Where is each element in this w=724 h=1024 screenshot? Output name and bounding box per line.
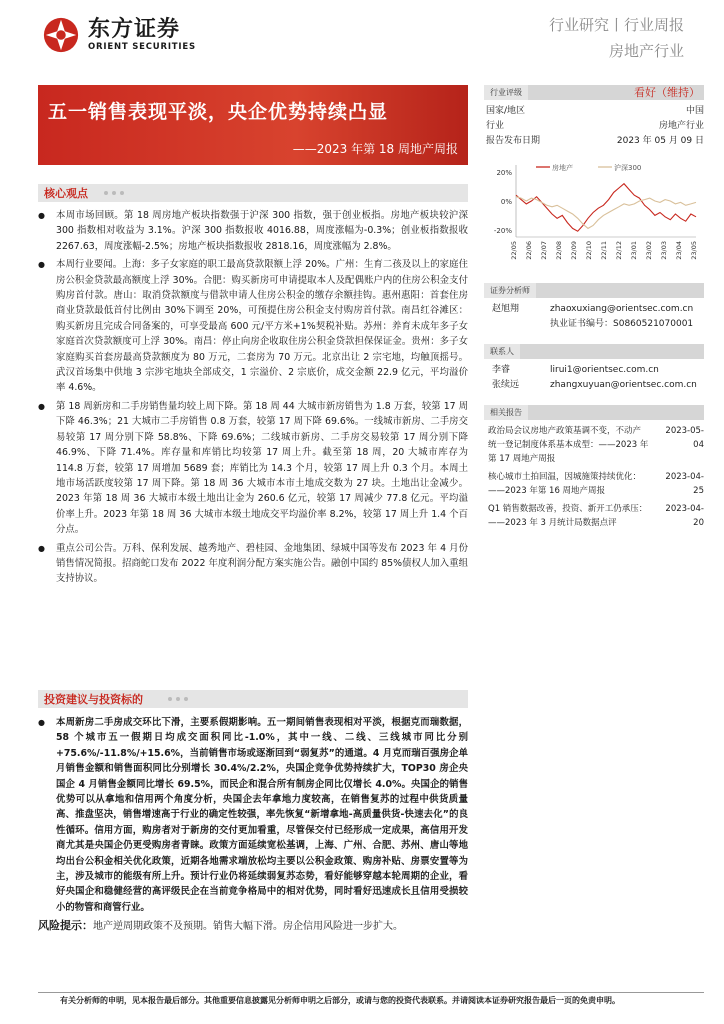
x-tick-label: 23/01 xyxy=(630,241,638,260)
x-tick-label: 22/06 xyxy=(525,241,533,260)
related-bar xyxy=(484,405,704,420)
core-bullet-market: ● 本周市场回顾。第 18 周房地产板块指数强于沪深 300 指数，强于创业板指。房地产板块较沪深 300 指数相对收益为 3.1%。沪深 300 指数报收 4016.88，周度涨幅为-0.3%；创业板指数报收 2267.63，周度涨幅-2.5%；房地产板块指数报收 2818.16，周度涨幅为 2.8%。 xyxy=(38,208,468,254)
core-bullet-news: ● 本周行业要闻。上海：多子女家庭的职工最高贷款限额上浮 20%。广州：生育二孩及以上的家庭住房公积金贷款最高额度上浮 30%。合肥：购买新房可申请提取本人及配偶账户内的住房公积金支付购房首付款。唐山：取消贷款额度与借款申请人住房公积金的缴存余额挂钩。惠州惠阳：首套住房商业贷款最低首付比例由 30%下调至 20%，可预提住房公积金支付购房首付款。南昌红谷滩区：购买新房且完成合同备案的，可享受最高 600 元/平方米+1%契税补贴。苏州：养育未成年多子女家庭首次贷款额度可上浮 30%。南昌：停止向房企收取住房公积金贷款担保保证金。贵州：多子女家庭购买首套房最高贷款额度为 80 万元，二套房为 70 万元。北京出让 2 宗宅地，均触顶摇号。武汉首场集中供地 3 宗涉宅地块全部成交，1 宗溢价、2 宗底价，成交金额 22.9 亿元，平均溢价率 4.6%。 xyxy=(38,257,468,396)
y-tick-label: -20% xyxy=(493,226,512,235)
x-tick-label: 22/12 xyxy=(615,241,623,260)
contact-email[interactable]: zhangxuyuan@orientsec.com.cn xyxy=(550,380,697,390)
contact-name: 张续远 xyxy=(492,380,520,390)
report-header xyxy=(0,0,724,80)
related-list xyxy=(484,424,704,530)
related-date: 2023-04-25 xyxy=(665,472,704,496)
related-report[interactable]: 核心城市土拍回温，因城施策持续优化： ——2023 年第 16 周地产周报 2023-04-25 xyxy=(488,472,704,496)
related-report[interactable]: Q1 销售数据改善，投资、新开工仍承压： ——2023 年 3 月统计局数据点评 2023-04-20 xyxy=(488,504,704,528)
risk-note xyxy=(38,918,468,935)
analyst-row xyxy=(484,302,704,317)
core-bullet-company: ● 重点公司公告。万科、保利发展、越秀地产、碧桂园、金地集团、绿城中国等发布 2023 年 4 月份销售情况简报。招商蛇口发布 2022 年度利润分配方案实施公告。融创中国约 85%债权人加入重组支持协议。 xyxy=(38,541,468,587)
y-tick-label: 20% xyxy=(496,169,512,178)
rating-bar xyxy=(484,85,704,100)
analyst-row xyxy=(484,317,704,332)
sidebar xyxy=(484,85,704,530)
info-row: 国家/地区 中国 xyxy=(486,106,704,116)
related-label: 相关报告 xyxy=(484,405,528,420)
core-section-header xyxy=(38,184,468,202)
rating-value: 看好（维持） xyxy=(634,86,700,99)
x-tick-label: 22/05 xyxy=(510,241,518,260)
analyst-label: 证券分析师 xyxy=(484,283,536,298)
stock-chart xyxy=(484,155,704,275)
series-line-沪深300 xyxy=(516,197,696,229)
info-row: 行业 房地产行业 xyxy=(486,121,704,131)
invest-bullet: ● 本周新房二手房成交环比下滑，主要系假期影响。五一期间销售表现相对平淡，根据克而瑞数据，58 个城市五一假期日均成交面积同比-1.0%，其中一线、二线、三线城市同比分别+75.6%/-11.8%/+15.6%，当前销售市场或逐渐回到“弱复苏”的通道。4 月克而瑞百强房企单月销售金额和销售面积同比分别增长 30.4%/2.2%，央国企竞争优势持续扩大，TOP30 房企央国企 4 月销售金额同比增长 69.5%，而民企和混合所有制房企同比仅增长 4.0%。央国企的销售优势可以从拿地和信用两个角度分析，央国企去年拿地力度较高，在销售复苏的过程中供货质量高、推盘坚决，销售增速高于行业的确定性较强，率先恢复“新增拿地-高质量供货-快速去化”的良性循环。信用方面，购房者对于新房的交付更加看重，尽管保交付已经形成一定成果，高信用开发商尤其是央国企仍更受购房者青睐。政策方面延续宽松基调，上海、广州、合肥、苏州、唐山等地均出台公积金相关优化政策，近期各地需求端放松均主要以公积金政策、购房补贴、房票安置等为主，涉及城市的能级有所上升。预计行业仍将延续弱复苏态势，看好能够穿越本轮周期的企业，看好央国企和稳健经营的高评级民企在当前竞争格局中的相对优势，同时看好迅速成长且信用受损较小的物管和商管行业。 xyxy=(38,715,468,915)
y-tick-label: 0% xyxy=(500,198,512,206)
contact-row xyxy=(484,363,704,378)
info-row: 报告发布日期 2023 年 05 月 09 日 xyxy=(486,136,704,146)
footer-divider xyxy=(38,992,704,993)
stock-chart-svg xyxy=(484,155,704,275)
related-report[interactable]: 政治局会议房地产政策基调不变，不动产 统一登记制度体系基本成型：——2023 年 第 17 周地产周报 2023-05-04 xyxy=(488,426,704,464)
x-tick-label: 22/08 xyxy=(555,241,563,260)
invest-body xyxy=(38,715,468,935)
x-tick-label: 23/03 xyxy=(660,241,668,260)
contact-email[interactable]: lirui1@orientsec.com.cn xyxy=(550,365,659,375)
core-heading: 核心观点 xyxy=(44,187,88,200)
related-date: 2023-05-04 xyxy=(665,426,704,450)
report-type-line: 行业研究丨行业周报 xyxy=(548,16,684,34)
contact-label: 联系人 xyxy=(484,344,520,359)
legend-label: 房地产 xyxy=(552,164,573,172)
analyst-email[interactable]: zhaoxuxiang@orientsec.com.cn xyxy=(550,304,694,314)
x-tick-label: 23/04 xyxy=(675,241,683,260)
risk-label: 风险提示： xyxy=(38,919,93,933)
report-title: 五一销售表现平淡，央企优势持续凸显 xyxy=(48,101,389,123)
core-bullet-sales: ● 第 18 周新房和二手房销售量均较上周下降。第 18 周 44 大城市新房销售为 1.8 万套，较第 17 周下降 46.3%；21 大城市二手房销售 0.8 万套，较第 17 周下降 69.6%。一线城市新房、二手房交易较第 17 周分别下降 58.8%、下降 69.6%；二线城市新房、二手房交易较第 17 周分别下降 46.9%、下降 71.4%。库存量和库销比均较第 17 周上升。截至第 18 周，20 大城市库存为 114.8 万套，较第 17 周增加 5689 套；库销比为 14.3 个月，较第 17 周上升 0.3 个月。本周土地市场活跃度较第 17 周下降。第 18 周 36 大城市本市土地成交数为 27 块。土地出让金减少。2023 年第 18 周 36 大城市本级土地出让金为 260.6 亿元，较第 17 周减少 77.8 亿元。平均溢价率上升。2023 年第 18 周 36 大城市本级土地成交平均溢价率 8.2%，较第 17 周上升 1.4 个百分点。 xyxy=(38,399,468,538)
x-tick-label: 22/07 xyxy=(540,241,548,260)
contact-bar xyxy=(484,344,704,359)
disclaimer-footer: 有关分析师的申明，见本报告最后部分。其他重要信息披露见分析师申明之后部分，或请与您的投资代表联系。并请阅读本证券研究报告最后一页的免责申明。 xyxy=(60,996,620,1005)
rating-info xyxy=(484,104,704,149)
contact-name: 李睿 xyxy=(492,365,511,375)
risk-text: 地产逆周期政策不及预期。销售大幅下滑。房企信用风险进一步扩大。 xyxy=(93,921,403,933)
analyst-name: 赵旭翔 xyxy=(492,304,520,314)
brand-logo-icon xyxy=(42,16,80,54)
contact-row xyxy=(484,378,704,393)
brand-name-en: ORIENT SECURITIES xyxy=(88,42,196,52)
report-type xyxy=(549,12,684,64)
report-subtitle: ——2023 年第 18 周地产周报 xyxy=(292,142,458,156)
report-industry: 房地产行业 xyxy=(608,42,684,60)
x-tick-label: 22/11 xyxy=(600,241,608,260)
x-tick-label: 22/09 xyxy=(570,241,578,260)
title-banner xyxy=(38,85,468,165)
x-tick-label: 23/02 xyxy=(645,241,653,260)
related-date: 2023-04-20 xyxy=(665,504,704,528)
x-tick-label: 23/05 xyxy=(690,241,698,260)
x-tick-label: 22/10 xyxy=(585,241,593,260)
invest-section-header xyxy=(38,690,468,708)
series-line-房地产 xyxy=(516,184,696,232)
analyst-license: 执业证书编号：S0860521070001 xyxy=(550,319,694,329)
brand-name-cn: 东方证券 xyxy=(88,17,181,42)
analyst-name xyxy=(484,317,550,332)
legend-label: 沪深300 xyxy=(614,164,642,172)
invest-heading: 投资建议与投资标的 xyxy=(44,693,143,706)
brand-logo xyxy=(42,16,196,54)
core-bullets xyxy=(38,208,468,590)
analyst-bar xyxy=(484,283,704,298)
rating-label: 行业评级 xyxy=(484,85,528,100)
